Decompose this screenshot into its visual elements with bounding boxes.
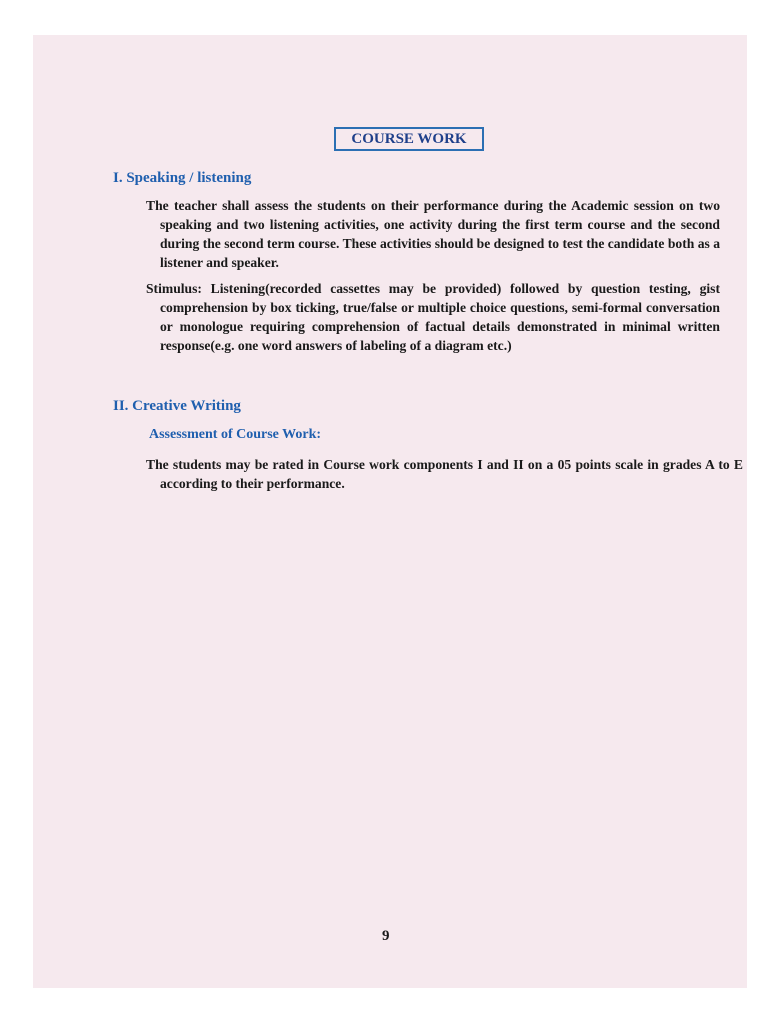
page-title: COURSE WORK bbox=[334, 127, 484, 151]
subheading-assessment-course-work: Assessment of Course Work: bbox=[149, 427, 322, 442]
paragraph-stimulus: Stimulus: Listening(recorded cassettes may be provided) followed by question testing, gist comprehension by box ticking, true/false or multiple choice questions, semi-formal conversation or monologue requiring comprehension of factual details demonstrated in minimal written response(e.g. one word answers of labeling of a diagram etc.) bbox=[146, 281, 720, 353]
paragraph-assessment: The teacher shall assess the students on their performance during the Academic session on two speaking and two listening activities, one activity during the first term course and the second during the second term course. These activities should be designed to test the candidate both as a listener and speaker. bbox=[146, 198, 720, 270]
section-heading-creative-writing: II. Creative Writing bbox=[113, 398, 241, 414]
section-heading-speaking-listening: I. Speaking / listening bbox=[113, 170, 252, 186]
page-number: 9 bbox=[382, 928, 390, 944]
paragraph-rating: The students may be rated in Course work components I and II on a 05 points scale in grades A to E according to their performance. bbox=[146, 457, 743, 491]
